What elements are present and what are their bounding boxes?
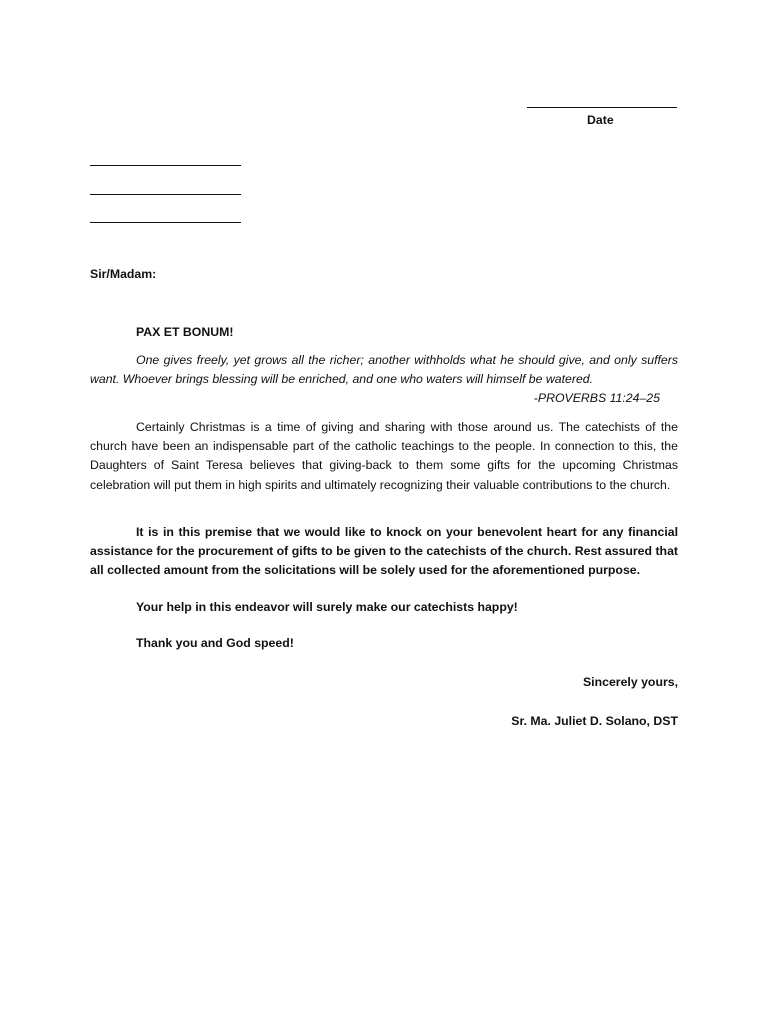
salutation: Sir/Madam: (90, 267, 157, 281)
body-paragraph-1: Certainly Christmas is a time of giving and sharing with those around us. The catechists of the church have been an indispensable part of the catholic teachings to the people. In connection to this, the Daughters of Saint Teresa believes that giving-back to them some gifts for the upcoming Christmas celebration will put them in high spirits and ultimately recognizing their valuable contributions to the church. (90, 420, 678, 492)
signatory-name: Sr. Ma. Juliet D. Solano, DST (511, 714, 678, 728)
body-paragraph-4: Thank you and God speed! (136, 636, 294, 650)
body-paragraph-3: Your help in this endeavor will surely make our catechists happy! (136, 600, 518, 614)
quote-citation: -PROVERBS 11:24–25 (533, 391, 660, 405)
date-blank-line (527, 107, 677, 108)
recipient-blank-line-2 (90, 194, 241, 195)
date-label: Date (587, 113, 614, 127)
greeting: PAX ET BONUM! (136, 325, 234, 339)
body-paragraph-2: It is in this premise that we would like to knock on your benevolent heart for any financial assistance for the procurement of gifts to be given to the catechists of the church. Rest assured that all collected amount from the solicitations will be solely used for the aforementioned purpose. (90, 525, 678, 578)
recipient-blank-line-1 (90, 165, 241, 166)
bible-quote: One gives freely, yet grows all the richer; another withholds what he should give, and only suffers want. Whoever brings blessing will be enriched, and one who waters will himself be watered. (90, 353, 678, 387)
closing: Sincerely yours, (582, 675, 678, 689)
recipient-blank-line-3 (90, 222, 241, 223)
